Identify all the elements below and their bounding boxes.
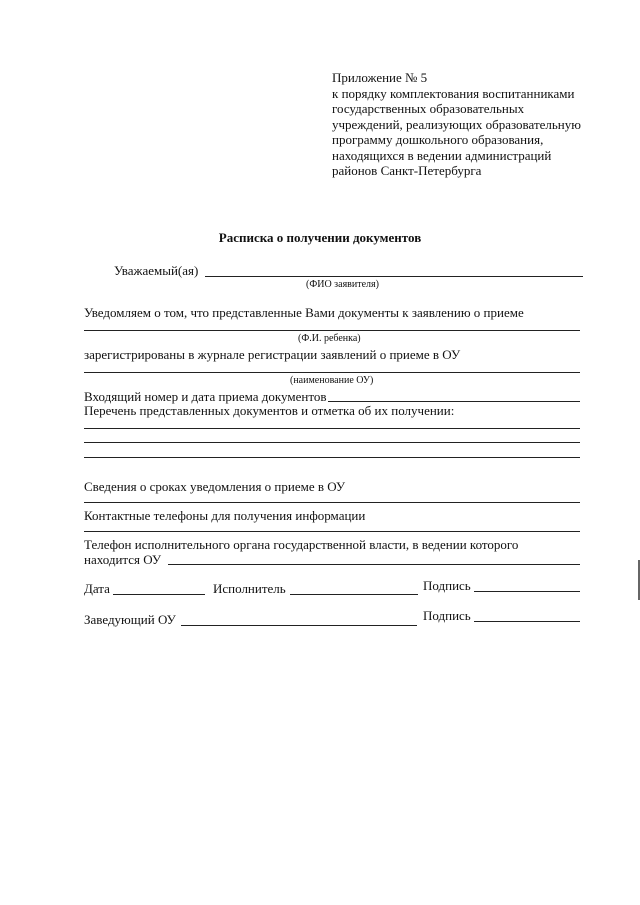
authority-phone-field[interactable] [168, 564, 580, 565]
deadline-field[interactable] [84, 502, 580, 503]
contacts-text: Контактные телефоны для получения информации [84, 508, 366, 523]
appendix-line: находящихся в ведении администраций [332, 147, 552, 163]
appendix-line: к порядку комплектования воспитанниками [332, 85, 575, 101]
authority-text-1: Телефон исполнительного органа государственной власти, в ведении которого [84, 537, 519, 552]
fio-hint: (ФИО заявителя) [306, 279, 379, 290]
notify-text: Уведомляем о том, что представленные Вами документы к заявлению о приеме [84, 305, 524, 320]
child-hint: (Ф.И. ребенка) [298, 333, 361, 344]
executor-field[interactable] [290, 594, 418, 595]
head-name-field[interactable] [181, 625, 417, 626]
appendix-line: Приложение № 5 [332, 70, 428, 85]
deadline-text: Сведения о сроках уведомления о приеме в ОУ [84, 479, 346, 494]
signature-field-2[interactable] [474, 621, 580, 622]
documents-line-1[interactable] [84, 428, 580, 429]
signature-label-2: Подпись [423, 608, 471, 623]
appendix-line: районов Санкт-Петербурга [332, 163, 482, 178]
registered-text: зарегистрированы в журнале регистрации заявлений о приеме в ОУ [84, 347, 461, 362]
date-label: Дата [84, 581, 110, 596]
documents-line-3[interactable] [84, 457, 580, 458]
documents-list-text: Перечень представленных документов и отметка об их получении: [84, 403, 455, 418]
head-label: Заведующий ОУ [84, 612, 176, 627]
appendix-line: учреждений, реализующих образовательную [332, 116, 581, 132]
document-title: Расписка о получении документов [218, 230, 422, 245]
signature-label: Подпись [423, 578, 471, 593]
date-field[interactable] [113, 594, 205, 595]
signature-field[interactable] [474, 591, 580, 592]
applicant-fio-field[interactable] [205, 276, 583, 277]
ou-name-field[interactable] [84, 372, 580, 373]
appendix-note [332, 70, 632, 179]
authority-text-2: находится ОУ [84, 552, 162, 567]
contacts-field[interactable] [84, 531, 580, 532]
appendix-line: программу дошкольного образования, [332, 132, 544, 147]
salutation-label: Уважаемый(ая) [114, 263, 199, 278]
documents-line-2[interactable] [84, 442, 580, 443]
appendix-line: государственных образовательных [332, 101, 525, 116]
child-name-field[interactable] [84, 330, 580, 331]
ou-hint: (наименование ОУ) [290, 375, 374, 386]
incoming-number-field[interactable] [328, 401, 580, 402]
incoming-text: Входящий номер и дата приема документов [84, 389, 327, 404]
executor-label: Исполнитель [213, 581, 286, 596]
